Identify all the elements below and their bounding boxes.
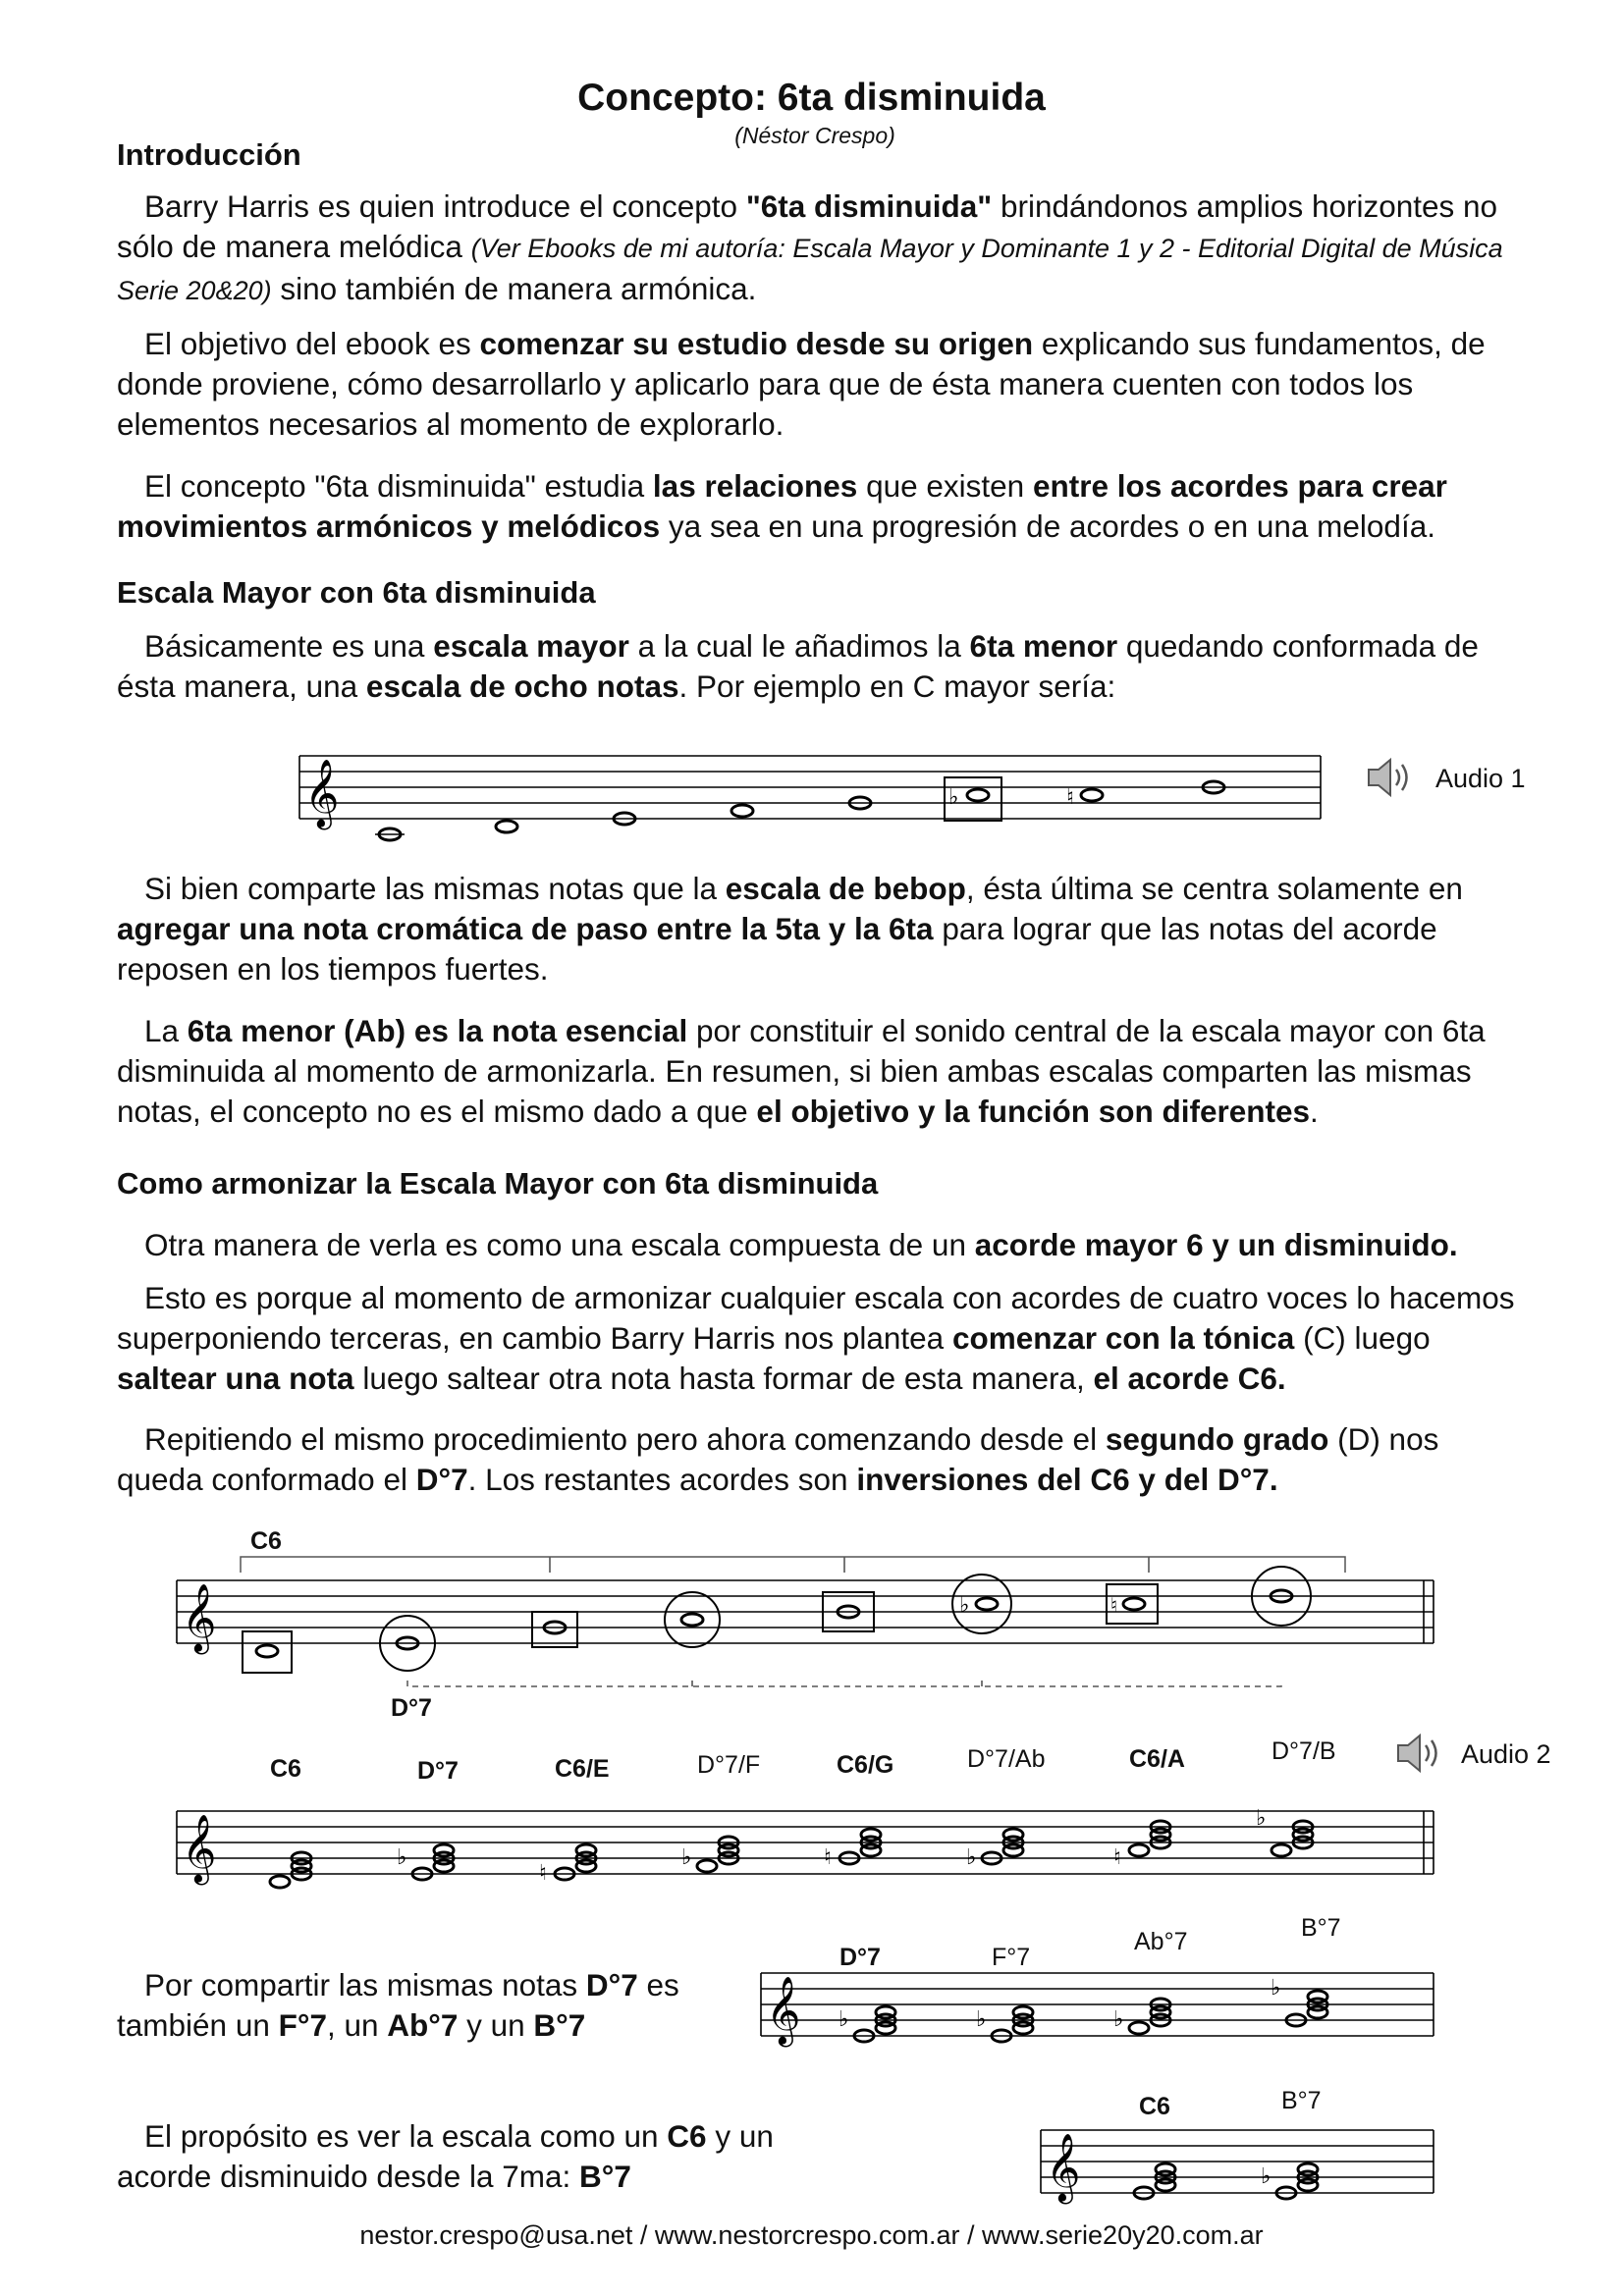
chord-label: D°7/Ab bbox=[967, 1745, 1046, 1773]
svg-text:♭: ♭ bbox=[948, 785, 959, 810]
dim-chord-staff bbox=[756, 1953, 1443, 2061]
chord-label: C6/E bbox=[555, 1755, 610, 1783]
intro-paragraph-1: Barry Harris es quien introduce el concepto "6ta disminuida" brindándonos amplios horizontes no sólo de manera melódica (Ver Ebooks de mi autoría: Escala Mayor y Dominante 1 y 2 - Editorial Digital de Música Serie 20&20) sino también de manera armónica. bbox=[117, 188, 1503, 306]
chord-label: F°7 bbox=[992, 1944, 1031, 1971]
chord-notehead bbox=[1271, 1844, 1291, 1856]
chord-label: Ab°7 bbox=[1134, 1928, 1188, 1955]
scale-staff bbox=[295, 746, 1335, 854]
svg-text:♭: ♭ bbox=[959, 1593, 970, 1618]
chord-label: C6 bbox=[1139, 2093, 1170, 2120]
chord-staff bbox=[172, 1782, 1448, 1899]
staff2-label-bottom: D°7 bbox=[391, 1694, 432, 1722]
treble-clef-icon: 𝄞 bbox=[1046, 2133, 1081, 2202]
chord-label: D°7/F bbox=[697, 1751, 761, 1779]
armonizar-heading: Como armonizar la Escala Mayor con 6ta disminuida bbox=[117, 1166, 879, 1201]
accidental-icon: ♭ bbox=[397, 1845, 407, 1870]
page-title: Concepto: 6ta disminuida bbox=[577, 77, 1046, 119]
chord-notehead bbox=[1013, 2006, 1033, 2018]
chord-notehead bbox=[1156, 2163, 1175, 2175]
accidental-icon: ♮ bbox=[824, 1845, 832, 1870]
escala-paragraph-2: Si bien comparte las mismas notas que la escala de bebop, ésta última se centra solamente en agregar una nota cromática de paso entre la 5ta y la 6ta para lograr que las notas del acorde reposen en los tiempos fuertes. bbox=[117, 871, 1463, 987]
armonizar-paragraph-4: Por compartir las mismas notas D°7 es también un F°7, un Ab°7 y un B°7 bbox=[117, 1967, 679, 2043]
chord-label: C6/G bbox=[837, 1751, 894, 1779]
treble-clef-icon: 𝄞 bbox=[182, 1583, 217, 1652]
svg-text:♮: ♮ bbox=[1066, 785, 1074, 810]
chord-label: C6 bbox=[270, 1755, 301, 1783]
speaker-icon bbox=[1394, 1732, 1445, 1775]
treble-clef-icon: 𝄞 bbox=[304, 759, 340, 828]
accidental-icon: ♭ bbox=[1271, 1976, 1281, 2001]
escala-paragraph-3: La 6ta menor (Ab) es la nota esencial por constituir el sonido central de la escala mayor con 6ta disminuida al momento de armonizarla. En resumen, si bien ambas escalas comparten las mismas notas, el concepto no es el mismo dado a que el objetivo y la función son diferentes. bbox=[117, 1013, 1486, 1129]
chord-label: D°7 bbox=[839, 1944, 881, 1971]
chord-label: C6/A bbox=[1129, 1745, 1185, 1773]
harmony-staff bbox=[172, 1551, 1448, 1698]
accidental-icon: ♭ bbox=[966, 1845, 977, 1870]
author: (Néstor Crespo) bbox=[734, 123, 895, 148]
accidental-icon: ♭ bbox=[1261, 2164, 1271, 2189]
armonizar-paragraph-3: Repitiendo el mismo procedimiento pero ahora comenzando desde el segundo grado (D) nos queda conformado el D°7. Los restantes acordes son inversiones del C6 y del D°7. bbox=[117, 1421, 1439, 1497]
footer-contact: nestor.crespo@usa.net / www.nestorcrespo.com.ar / www.serie20y20.com.ar bbox=[359, 2220, 1264, 2250]
audio-1-button[interactable]: Audio 1 bbox=[1365, 756, 1416, 804]
escala-paragraph-1: Básicamente es una escala mayor a la cual le añadimos la 6ta menor quedando conformada de ésta manera, una escala de ocho notas. Por ejemplo en C mayor sería: bbox=[117, 628, 1479, 704]
intro-paragraph-2: El objetivo del ebook es comenzar su estudio desde su origen explicando sus fundamentos, de donde proviene, cómo desarrollarlo y aplicarlo para que de ésta manera cuenten con todos los elementos necesarios al momento de explorarlo. bbox=[117, 326, 1486, 442]
chord-notehead bbox=[270, 1876, 290, 1888]
chord-notehead bbox=[1129, 1844, 1149, 1856]
chord-notehead bbox=[697, 1860, 717, 1872]
chord-label: B°7 bbox=[1281, 2087, 1322, 2114]
armonizar-paragraph-5: El propósito es ver la escala como un C6 y un acorde disminuido desde la 7ma: B°7 bbox=[117, 2118, 774, 2194]
accidental-icon: ♭ bbox=[976, 2007, 987, 2032]
intro-heading: Introducción bbox=[117, 137, 301, 172]
chord-notehead bbox=[576, 1844, 596, 1856]
staff2-label-top: C6 bbox=[250, 1527, 282, 1555]
accidental-icon: ♮ bbox=[1113, 1845, 1121, 1870]
chord-label: D°7/B bbox=[1271, 1737, 1336, 1765]
accidental-icon: ♭ bbox=[839, 2007, 849, 2032]
final-chord-staff bbox=[1036, 2110, 1448, 2218]
accidental-icon: ♭ bbox=[1113, 2007, 1124, 2032]
chord-notehead bbox=[1129, 2022, 1149, 2034]
chord-label: D°7 bbox=[417, 1757, 459, 1785]
chord-notehead bbox=[861, 1829, 881, 1841]
chord-notehead bbox=[876, 2006, 895, 2018]
chord-notehead bbox=[434, 1844, 454, 1856]
treble-clef-icon: 𝄞 bbox=[766, 1976, 801, 2045]
armonizar-paragraph-2: Esto es porque al momento de armonizar cualquier escala con acordes de cuatro voces lo hacemos superponiendo terceras, en cambio Barry Harris nos plantea comenzar con la tónica (C) luego saltear una nota luego saltear otra nota hasta formar de esta manera, el acorde C6. bbox=[117, 1280, 1515, 1396]
speaker-icon bbox=[1365, 756, 1416, 799]
intro-paragraph-3: El concepto "6ta disminuida" estudia las relaciones que existen entre los acordes para crear movimientos armónicos y melódicos ya sea en una progresión de acordes o en una melodía. bbox=[117, 468, 1447, 544]
accidental-icon: ♭ bbox=[1256, 1806, 1267, 1831]
armonizar-paragraph-1: Otra manera de verla es como una escala compuesta de un acorde mayor 6 y un disminuido. bbox=[144, 1227, 1458, 1262]
audio-2-button[interactable]: Audio 2 bbox=[1394, 1732, 1445, 1780]
escala-heading: Escala Mayor con 6ta disminuida bbox=[117, 575, 596, 610]
treble-clef-icon: 𝄞 bbox=[182, 1814, 217, 1883]
chord-notehead bbox=[1308, 1991, 1327, 2002]
chord-label: B°7 bbox=[1301, 1914, 1341, 1942]
chord-notehead bbox=[1003, 1829, 1023, 1841]
chord-notehead bbox=[1298, 2163, 1318, 2175]
accidental-icon: ♭ bbox=[681, 1845, 692, 1870]
svg-text:♮: ♮ bbox=[1110, 1593, 1118, 1617]
accidental-icon: ♮ bbox=[539, 1861, 547, 1886]
